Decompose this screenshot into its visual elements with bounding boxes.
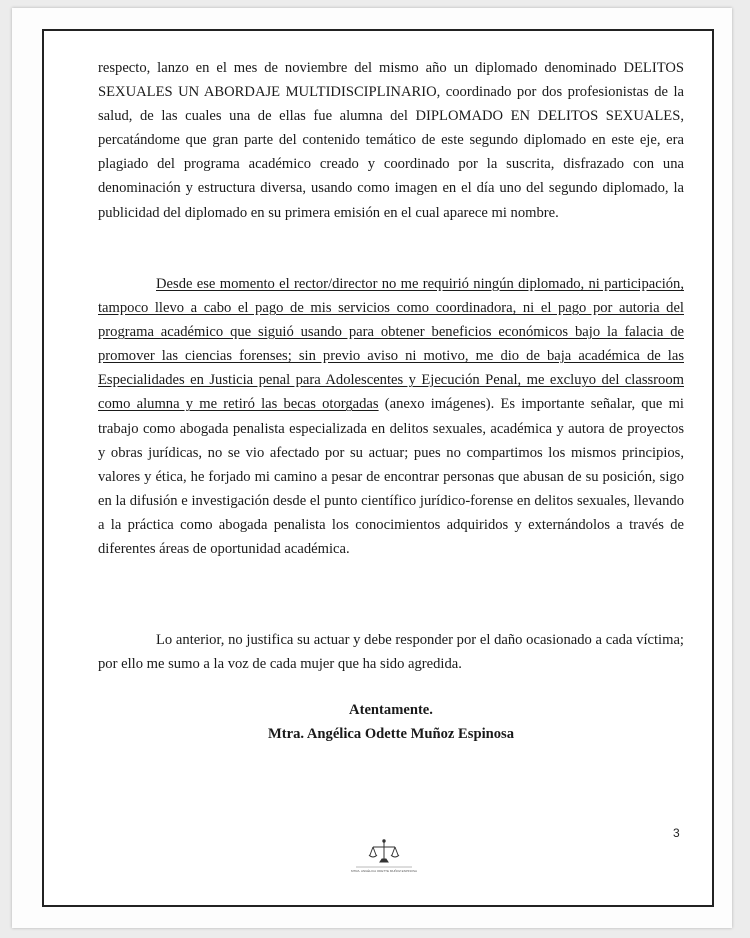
logo-caption: MTRA. ANGÉLICA ODETTE MUÑOZ ESPINOSA <box>350 869 418 873</box>
body-paragraph-3: Lo anterior, no justifica su actuar y debe responder por el daño ocasionado a cada víctima; por ello me sumo a la voz de cada mujer que ha sido agredida. <box>98 632 684 673</box>
underlined-text: Desde ese momento el rector/director no me requirió ningún diplomado, ni participación, tampoco llevo a cabo el pago de mis servicios como coordinadora, ni el pago por autoria del programa académico que siguió usando para obtener beneficios económicos bajo la falacia de promover las ciencias forenses; sin previo aviso ni motivo, me dio de baja académica de las Especialidades en Justicia penal para Adolescentes y Ejecución Penal, me excluyo del classroom como alumna y me retiró las becas otorgadas <box>98 276 684 413</box>
closing-salutation: Atentamente. <box>349 702 433 718</box>
scales-of-justice-icon <box>338 838 430 878</box>
signature-name: Mtra. Angélica Odette Muñoz Espinosa <box>267 726 515 742</box>
body-paragraph-2 <box>98 272 684 561</box>
page-number: 3 <box>673 826 680 840</box>
paragraph-2-continuation: (anexo imágenes). Es importante señalar, que mi trabajo como abogada penalista especializada en delitos sexuales, académica y autora de proyectos y obras jurídicas, no se vio afectado por su actuar; pues no compartimos los mismos principios, valores y ética, he forjado mi camino a pesar de encontrar personas que abusan de su posición, sigo en la difusión e investigación desde el punto científico jurídico-forense en delitos sexuales, llevando a la práctica como abogada penalista los conocimientos adquiridos y externándolos a través de diferentes áreas de oportunidad académica. <box>98 396 684 558</box>
body-paragraph-1: respecto, lanzo en el mes de noviembre del mismo año un diplomado denominado DELITOS SEXUALES UN ABORDAJE MULTIDISCIPLINARIO, coordinado por dos profesionistas de la salud, de las cuales una de ellas fue alumna del DIPLOMADO EN DELITOS SEXUALES, percatándome que gran parte del contenido temático de este segundo diplomado en este eje, era plagiado del programa académico creado y coordinado por la suscrita, disfrazado con una denominación y estructura diversa, usando como imagen en el día uno del segundo diplomado, la publicidad del diplomado en su primera emisión en el cual aparece mi nombre. <box>98 60 684 221</box>
